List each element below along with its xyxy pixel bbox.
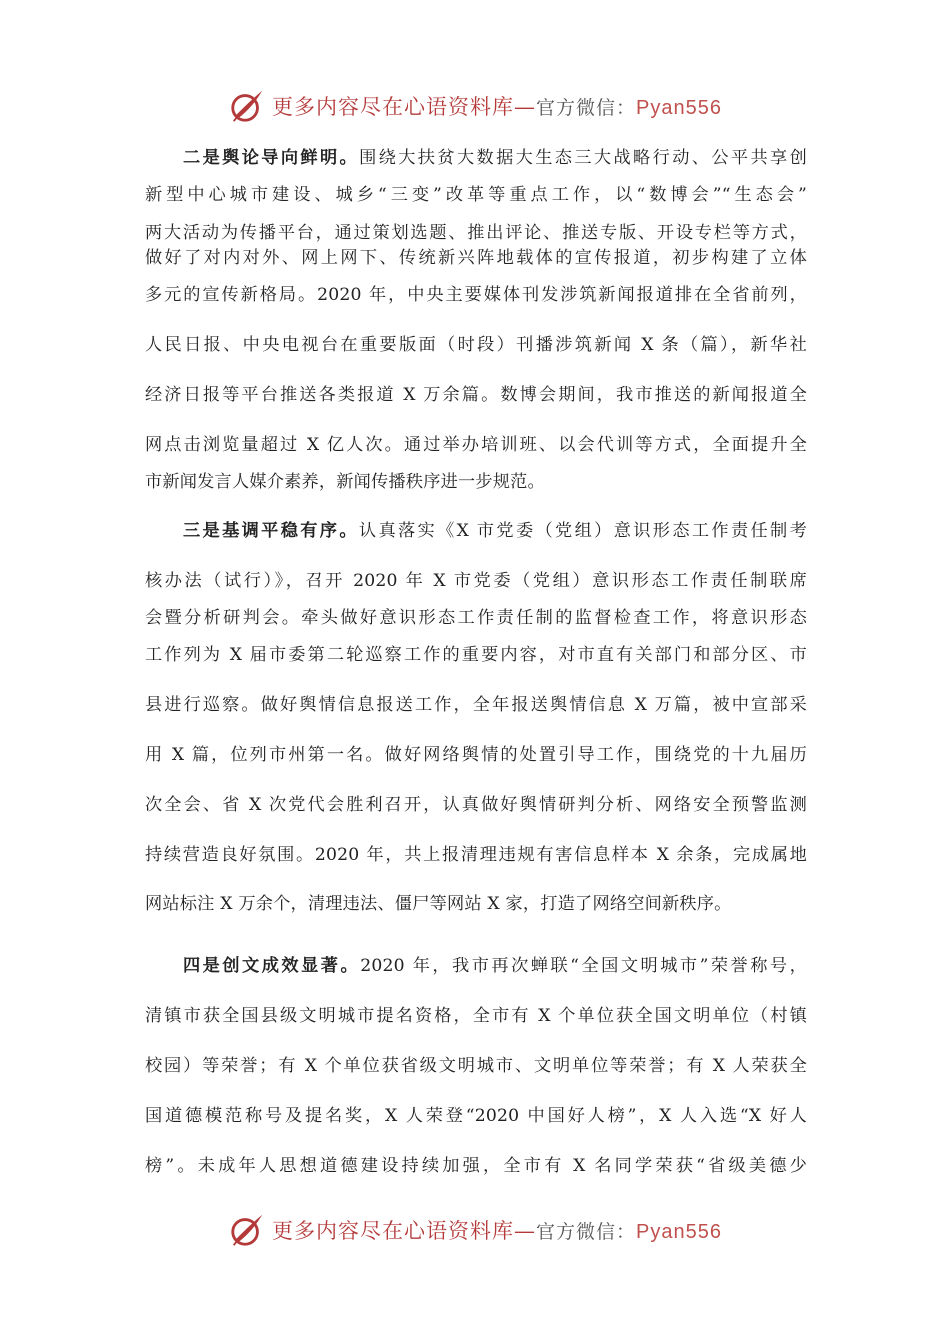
footer-banner [0, 1208, 950, 1252]
text-line: 四是创文成效显著。2020 年，我市再次蝉联“全国文明城市”荣誉称号， [183, 956, 807, 976]
text-line: 做好了对内对外、网上网下、传统新兴阵地载体的宣传报道，初步构建了立体 [145, 248, 807, 268]
header-banner [0, 84, 950, 128]
text-line: 二是舆论导向鲜明。围绕大扶贫大数据大生态三大战略行动、公平共享创 [183, 148, 807, 168]
text-line: 县进行巡察。做好舆情信息报送工作，全年报送舆情信息 X 万篇，被中宣部采 [145, 695, 807, 715]
banner-text [272, 1215, 722, 1245]
quill-logo-icon [228, 1211, 266, 1249]
banner-official-label: 官方微信： [536, 1221, 637, 1243]
text-line: 新型中心城市建设、城乡“三变”改革等重点工作，以“数博会”“生态会” [145, 185, 807, 205]
text-line: 工作列为 X 届市委第二轮巡察工作的重要内容，对市直有关部门和部分区、市 [145, 645, 807, 665]
text-line: 国道德模范称号及提名奖，X 人荣登“2020 中国好人榜”，X 人入选“X 好人 [145, 1106, 807, 1126]
text-line: 多元的宣传新格局。2020 年，中央主要媒体刊发涉筑新闻报道排在全省前列， [145, 285, 807, 305]
text-line: 榜”。未成年人思想道德建设持续加强，全市有 X 名同学荣获“省级美德少 [145, 1156, 807, 1176]
banner-wechat-handle: Pyan556 [636, 97, 722, 119]
banner-main-text: 更多内容尽在心语资料库 [272, 95, 514, 119]
text-line: 市新闻发言人媒介素养，新闻传播秩序进一步规范。 [145, 472, 545, 492]
text-line: 持续营造良好氛围。2020 年，共上报清理违规有害信息样本 X 余条，完成属地 [145, 845, 807, 865]
paragraph-lead: 二是舆论导向鲜明。 [183, 148, 360, 168]
text-line: 两大活动为传播平台，通过策划选题、推出评论、推送专版、开设专栏等方式， [145, 223, 807, 243]
text-line: 三是基调平稳有序。认真落实《X 市党委（党组）意识形态工作责任制考 [183, 521, 807, 541]
text-line: 网点击浏览量超过 X 亿人次。通过举办培训班、以会代训等方式，全面提升全 [145, 435, 807, 455]
paragraph-lead: 三是基调平稳有序。 [183, 521, 359, 541]
quill-logo-icon [228, 87, 266, 125]
banner-dash: — [514, 95, 536, 119]
banner-wechat-handle: Pyan556 [636, 1221, 722, 1243]
banner-official-label: 官方微信： [536, 97, 637, 119]
text-line: 清镇市获全国县级文明城市提名资格，全市有 X 个单位获全国文明单位（村镇 [145, 1006, 807, 1026]
banner-dash: — [514, 1219, 536, 1243]
text-line: 核办法（试行）》，召开 2020 年 X 市党委（党组）意识形态工作责任制联席 [145, 571, 807, 591]
banner-main-text: 更多内容尽在心语资料库 [272, 1219, 514, 1243]
banner-text [272, 91, 722, 121]
text-line: 校园）等荣誉；有 X 个单位获省级文明城市、文明单位等荣誉；有 X 人荣获全 [145, 1056, 807, 1076]
text-line: 人民日报、中央电视台在重要版面（时段）刊播涉筑新闻 X 条（篇），新华社 [145, 335, 807, 355]
text-line: 网站标注 X 万余个，清理违法、僵尸等网站 X 家，打造了网络空间新秩序。 [145, 894, 732, 914]
text-line: 经济日报等平台推送各类报道 X 万余篇。数博会期间，我市推送的新闻报道全 [145, 385, 807, 405]
text-line: 用 X 篇，位列市州第一名。做好网络舆情的处置引导工作，围绕党的十九届历 [145, 745, 807, 765]
text-line: 次全会、省 X 次党代会胜利召开，认真做好舆情研判分析、网络安全预警监测 [145, 795, 807, 815]
paragraph-lead: 四是创文成效显著。 [183, 956, 361, 976]
text-line: 会暨分析研判会。牵头做好意识形态工作责任制的监督检查工作，将意识形态 [145, 608, 807, 628]
